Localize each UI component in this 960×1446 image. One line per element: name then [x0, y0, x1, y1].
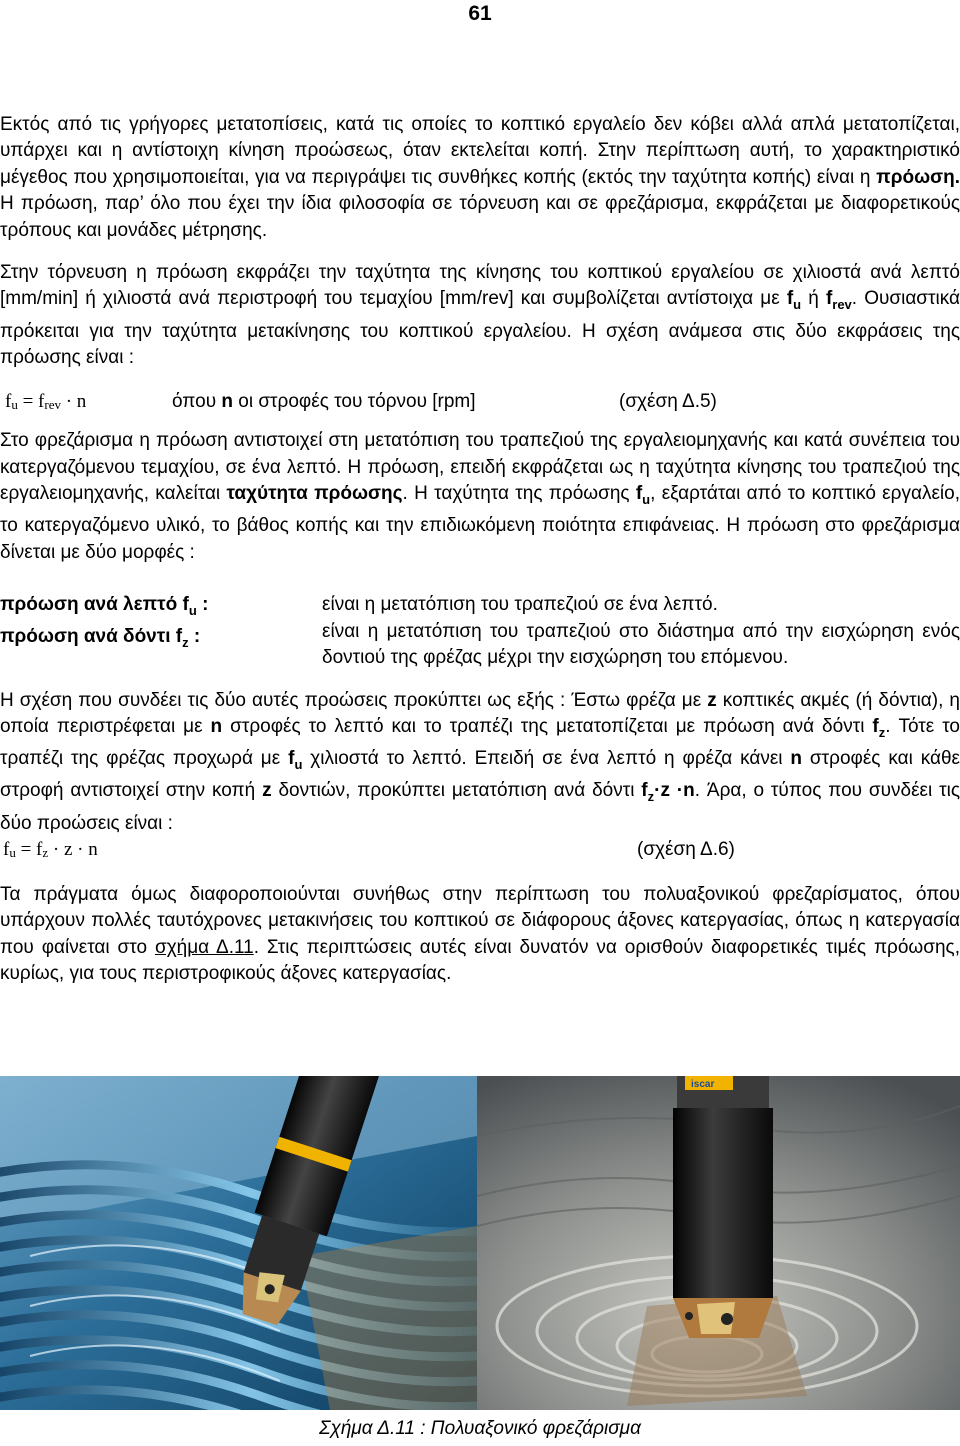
formula-d5-explanation: όπου n οι στροφές του τόρνου [rpm]: [172, 391, 476, 413]
definition-feed-per-minute: είναι η μετατόπιση του τραπεζιού σε ένα λεπτό.: [322, 594, 718, 616]
equation-ref-d6: (σχέση Δ.6): [637, 838, 735, 860]
paragraph-turning: Στην τόρνευση η πρόωση εκφράζει την ταχύτητα της κίνησης του κοπτικού εργαλείου σε χιλιοστά ανά λεπτό [mm/min] ή χιλιοστά ανά περιστροφή του τεμαχίου [mm/rev] και συμβολίζεται αντίστοιχα με $f_u$ ή $f_{rev}$. Ουσιαστικά πρόκειται για την ταχύτητα μετακίνησης του κοπτικού εργαλείου. Η σχέση ανάμεσα στις δύο εκφράσεις της πρόωσης είναι :: [0, 262, 960, 369]
formula-d6: $f_u = f_z \cdot z \cdot n$: [3, 838, 98, 860]
term-feed-rate: ταχύτητα πρόωσης: [226, 483, 403, 505]
equation-ref-d5: (σχέση Δ.5): [619, 391, 717, 413]
term-feed: πρόωση.: [876, 166, 960, 188]
photo-milling-pocket: [477, 1076, 960, 1410]
photo-milling-fins: [0, 1076, 477, 1410]
figure-link[interactable]: σχήμα Δ.11: [154, 936, 254, 958]
term-feed-per-tooth: πρόωση ανά δόντι $f_z$ :: [0, 626, 201, 651]
paragraph-milling: Στο φρεζάρισμα η πρόωση αντιστοιχεί στη μετατόπιση του τραπεζιού της εργαλειομηχανής και κατά συνέπεια του κατεργαζόμενου τεμαχίου, σε ένα λεπτό. Η πρόωση, επειδή εκφράζεται ως η ταχύτητα κίνησης του τραπεζιού της εργαλειομηχανής, καλείται ταχύτητα πρόωσης. Η ταχύτητα της πρόωσης $f_u$, εξαρτάται από το κοπτικό εργαλείο, το κατεργαζόμενο υλικό, το βάθος κοπής και την επιδιωκόμενη ποιότητα επιφάνειας. Η πρόωση στο φρεζάρισμα δίνεται με δύο μορφές :: [0, 430, 960, 563]
equation-d5: [0, 389, 960, 418]
milling-tool-right: [673, 1076, 773, 1338]
formula-d5: $f_u = f_{rev} \cdot n$: [5, 391, 87, 413]
paragraph-multiaxis: Τα πράγματα όμως διαφοροποιούνται συνήθως στην περίπτωση του πολυαξονικού φρεζαρίσματος, όπου υπάρχουν πολλές ταυτόχρονες μετακινήσεις του κοπτικού σε διάφορους άξονες κατεργασίας, όπως η κατεργασία που φαίνεται στο σχήμα Δ.11. Στις περιπτώσεις αυτές είναι δυνατόν να ορισθούν διαφορετικές τιμές πρόωσης, κυρίως, για τους περιστροφικούς άξονες κατεργασίας.: [0, 883, 960, 985]
equation-d6: [0, 837, 960, 866]
paragraph-intro: Εκτός από τις γρήγορες μετατοπίσεις, κατά τις οποίες το κοπτικό εργαλείο δεν κόβει αλλά απλά μετατοπίζεται, υπάρχει και η αντίστοιχη κίνηση προώσεως, όταν εκτελείται κοπή. Στην περίπτωση αυτή, το χαρακτηριστικό μέγεθος που χρησιμοποιείται, για να περιγράψει τις συνθήκες κοπής (εκτός την ταχύτητα κοπής) είναι η πρόωση. Η πρόωση, παρ’ όλο που έχει την ίδια φιλοσοφία σε τόρνευση και σε φρεζάρισμα, εκφράζεται με διαφορετικούς τρόπους και μονάδες μέτρησης.: [0, 114, 960, 241]
document-body: [0, 112, 960, 988]
term-feed-per-minute: πρόωση ανά λεπτό $f_u$ :: [0, 594, 209, 619]
figure-caption: Σχήμα Δ.11 : Πολυαξονικό φρεζάρισμα: [319, 1418, 641, 1439]
feed-definitions: [0, 592, 960, 671]
figure-d11: [0, 1076, 960, 1410]
tool-brand-label: iscar: [691, 1079, 715, 1090]
paragraph-relation: Η σχέση που συνδέει τις δύο αυτές προώσεις προκύπτει ως εξής : Έστω φρέζα με z κοπτικές ακμές (ή δόντια), η οποία περιστρέφεται με n στροφές το λεπτό και το τραπέζι της μετατοπίζεται με πρόωση ανά δόντι $f_z$. Τότε το τραπέζι της φρέζας προχωρά με $f_u$ χιλιοστά το λεπτό. Επειδή σε ένα λεπτό η φρέζα κάνει n στροφές και κάθε στροφή αντιστοιχεί στην κοπή z δοντιών, προκύπτει μετατόπιση ανά δόντι $f_z\cdot z \cdot n$. Άρα, ο τύπος που συνδέει τις δύο προώσεις είναι :: [0, 689, 960, 834]
definition-feed-per-tooth: είναι η μετατόπιση του τραπεζιού στο διάστημα από την εισχώρηση ενός δοντιού της φρέζας μέχρι την εισχώρηση του επόμενου.: [322, 620, 960, 669]
page-number: 61: [468, 2, 492, 25]
